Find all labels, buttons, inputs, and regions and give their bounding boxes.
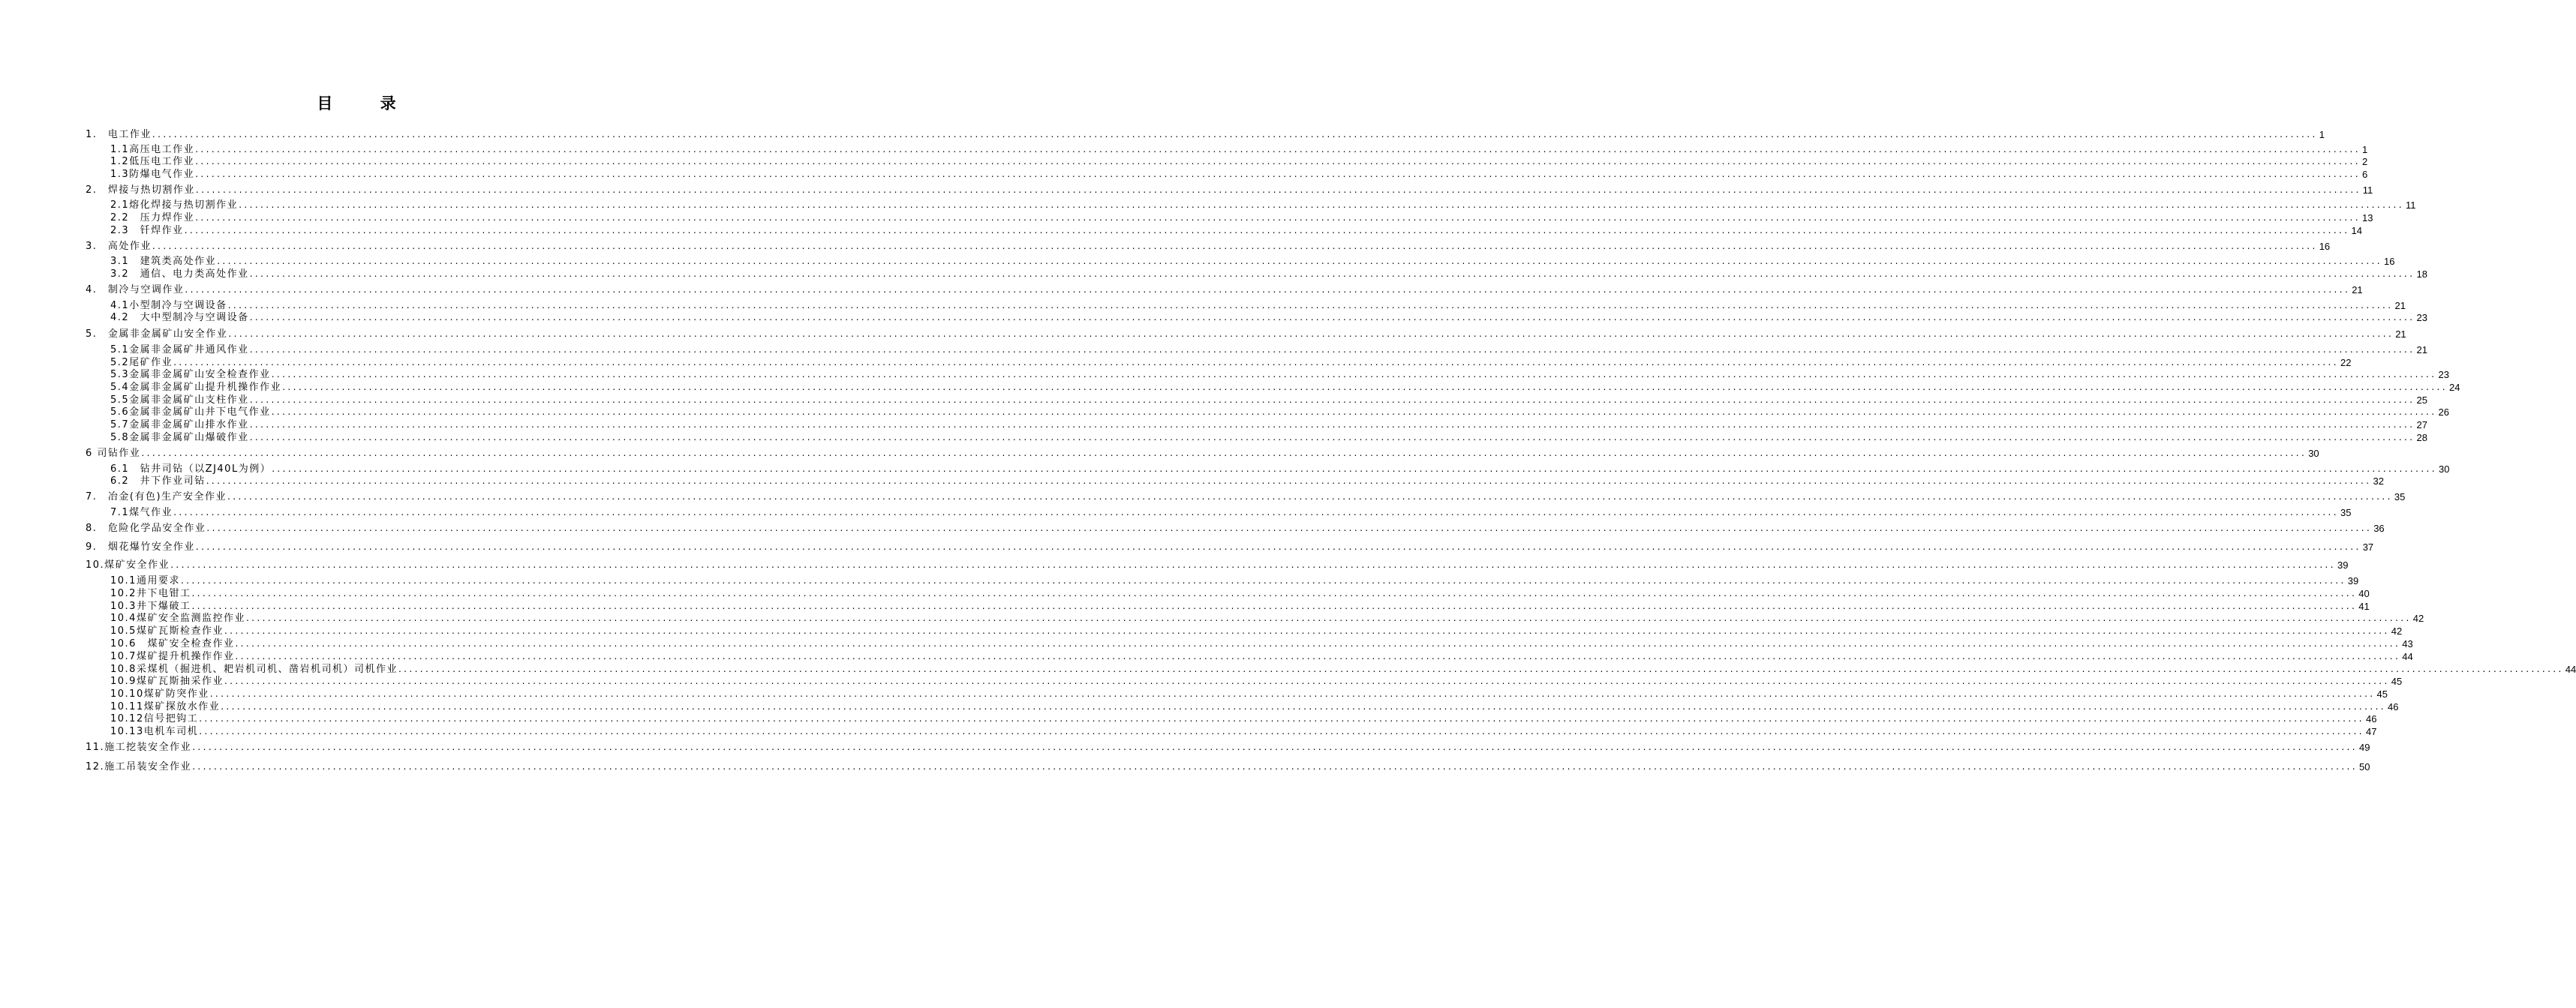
toc-dot-leader: ................................................................................................................................................................................................................................................................................................................................................................................................................	[170, 560, 2336, 570]
toc-page-number: 30	[2438, 464, 2450, 475]
toc-dot-leader: ................................................................................................................................................................................................................................................................................................................................................................................................................	[206, 476, 2372, 486]
toc-entry-label: 1.2低压电工作业	[110, 156, 195, 167]
toc-page-number: 24	[2448, 382, 2460, 393]
toc-dot-leader: ................................................................................................................................................................................................................................................................................................................................................................................................................	[195, 169, 2361, 179]
toc-dot-leader: ................................................................................................................................................................................................................................................................................................................................................................................................................	[272, 464, 2437, 474]
toc-dot-leader: ................................................................................................................................................................................................................................................................................................................................................................................................................	[173, 507, 2339, 518]
toc-entry[interactable]	[86, 490, 2406, 502]
toc-entry-label: 2. 焊接与热切割作业	[86, 184, 195, 196]
toc-page-number: 49	[2358, 742, 2370, 753]
toc-dot-leader: ................................................................................................................................................................................................................................................................................................................................................................................................................	[195, 542, 2361, 552]
toc-page-number: 21	[2416, 344, 2427, 356]
toc-page-number: 21	[2394, 300, 2406, 311]
toc-entry-label: 7.1煤气作业	[110, 507, 173, 518]
toc-entry-label: 10.4煤矿安全监测监控作业	[110, 613, 245, 624]
toc-page-number: 11	[2362, 184, 2373, 196]
toc-entry-label: 5.4金属非金属矿山提升机操作作业	[110, 382, 282, 393]
toc-entry-label: 4. 制冷与空调作业	[86, 284, 185, 296]
toc-page-number: 39	[2347, 575, 2359, 586]
toc-dot-leader: ................................................................................................................................................................................................................................................................................................................................................................................................................	[271, 406, 2437, 417]
toc-dot-leader: ................................................................................................................................................................................................................................................................................................................................................................................................................	[141, 448, 2307, 458]
toc-entry[interactable]	[110, 474, 2384, 487]
toc-dot-leader: ................................................................................................................................................................................................................................................................................................................................................................................................................	[239, 200, 2404, 210]
toc-entry[interactable]	[110, 224, 2362, 236]
toc-dot-leader: ................................................................................................................................................................................................................................................................................................................................................................................................................	[282, 382, 2448, 392]
toc-entry[interactable]	[86, 283, 2363, 296]
toc-entry[interactable]	[110, 650, 2413, 662]
toc-entry-label: 5.2尾矿作业	[110, 357, 173, 368]
toc-entry[interactable]	[86, 760, 2370, 772]
toc-entry-label: 5.5金属非金属矿山支柱作业	[110, 394, 249, 406]
toc-dot-leader: ................................................................................................................................................................................................................................................................................................................................................................................................................	[227, 300, 2394, 310]
toc-entry[interactable]	[110, 368, 2449, 380]
toc-dot-leader: ................................................................................................................................................................................................................................................................................................................................................................................................................	[228, 328, 2394, 339]
toc-entry-label: 6.1 钻井司钻（以ZJ40L为例）	[110, 464, 272, 475]
toc-entry-label: 6 司钻作业	[86, 448, 141, 459]
toc-entry[interactable]	[86, 446, 2319, 459]
toc-page-number: 13	[2361, 212, 2373, 224]
toc-entry-label: 3.2 通信、电力类高处作业	[110, 268, 249, 280]
toc-page-number: 27	[2416, 419, 2427, 430]
toc-entry-label: 10.12信号把钩工	[110, 713, 199, 724]
toc-dot-leader: ................................................................................................................................................................................................................................................................................................................................................................................................................	[249, 432, 2415, 442]
toc-entry[interactable]	[110, 624, 2403, 637]
toc-entry[interactable]	[110, 418, 2427, 430]
toc-dot-leader: ................................................................................................................................................................................................................................................................................................................................................................................................................	[191, 588, 2358, 598]
toc-dot-leader: ................................................................................................................................................................................................................................................................................................................................................................................................................	[191, 601, 2358, 611]
toc-entry-label: 10.8采煤机（掘进机、耙岩机司机、凿岩机司机）司机作业	[110, 664, 398, 675]
toc-entry[interactable]	[110, 310, 2427, 323]
toc-entry-label: 10.3井下爆破工	[110, 601, 191, 612]
toc-page-number: 40	[2358, 588, 2370, 599]
toc-entry[interactable]	[110, 700, 2399, 712]
toc-dot-leader: ................................................................................................................................................................................................................................................................................................................................................................................................................	[271, 369, 2437, 380]
toc-page-number: 46	[2388, 701, 2399, 712]
toc-page-number: 37	[2362, 542, 2374, 553]
toc-dot-leader: ................................................................................................................................................................................................................................................................................................................................................................................................................	[152, 129, 2318, 140]
toc-page-number: 36	[2373, 523, 2385, 534]
toc-dot-leader: ................................................................................................................................................................................................................................................................................................................................................................................................................	[249, 268, 2415, 279]
toc-entry[interactable]	[110, 211, 2373, 224]
toc-entry-label: 5.7金属非金属矿山排水作业	[110, 419, 249, 430]
toc-page-number: 16	[2319, 241, 2331, 252]
toc-page-number: 42	[2391, 626, 2403, 637]
toc-dot-leader: ................................................................................................................................................................................................................................................................................................................................................................................................................	[235, 638, 2401, 649]
toc-entry[interactable]	[110, 574, 2359, 586]
toc-page-number: 50	[2358, 761, 2370, 772]
toc-entry[interactable]	[86, 239, 2331, 252]
toc-page-number: 30	[2308, 448, 2319, 459]
toc-dot-leader: ................................................................................................................................................................................................................................................................................................................................................................................................................	[152, 241, 2318, 251]
toc-page-number: 16	[2383, 256, 2395, 267]
toc-dot-leader: ................................................................................................................................................................................................................................................................................................................................................................................................................	[235, 651, 2401, 662]
toc-page-number: 35	[2394, 491, 2406, 502]
toc-dot-leader: ................................................................................................................................................................................................................................................................................................................................................................................................................	[199, 713, 2364, 724]
toc-entry[interactable]	[86, 183, 2373, 196]
toc-entry[interactable]	[110, 712, 2377, 724]
toc-entry[interactable]	[110, 405, 2449, 418]
toc-dot-leader: ................................................................................................................................................................................................................................................................................................................................................................................................................	[249, 394, 2415, 405]
toc-entry-label: 5.8金属非金属矿山爆破作业	[110, 432, 249, 443]
toc-entry[interactable]	[110, 430, 2427, 443]
toc-page-number: 28	[2416, 432, 2427, 443]
toc-entry-label: 3.1 建筑类高处作业	[110, 256, 217, 267]
toc-entry-label: 1. 电工作业	[86, 129, 152, 140]
toc-dot-leader: ................................................................................................................................................................................................................................................................................................................................................................................................................	[199, 726, 2364, 736]
toc-dot-leader: ................................................................................................................................................................................................................................................................................................................................................................................................................	[195, 156, 2361, 166]
toc-entry[interactable]	[86, 540, 2374, 553]
toc-page-number: 43	[2402, 638, 2413, 650]
toc-dot-leader: ................................................................................................................................................................................................................................................................................................................................................................................................................	[227, 491, 2393, 502]
toc-dot-leader: ................................................................................................................................................................................................................................................................................................................................................................................................................	[195, 184, 2361, 195]
toc-page-number: 26	[2438, 406, 2449, 418]
toc-page-number: 47	[2366, 726, 2377, 737]
toc-page-number: 2	[2361, 156, 2368, 167]
toc-entry[interactable]	[110, 154, 2368, 167]
toc-dot-leader: ................................................................................................................................................................................................................................................................................................................................................................................................................	[249, 344, 2415, 355]
toc-entry-label: 12.施工吊装安全作业	[86, 761, 192, 772]
toc-page-number: 21	[2395, 328, 2406, 340]
toc-entry[interactable]	[86, 521, 2385, 534]
toc-page-number: 44	[2402, 651, 2413, 662]
toc-dot-leader: ................................................................................................................................................................................................................................................................................................................................................................................................................	[209, 688, 2376, 699]
toc-dot-leader: ................................................................................................................................................................................................................................................................................................................................................................................................................	[249, 312, 2415, 322]
toc-entry[interactable]	[110, 586, 2370, 599]
toc-page-number: 44	[2565, 664, 2576, 675]
toc-dot-leader: ................................................................................................................................................................................................................................................................................................................................................................................................................	[192, 742, 2358, 752]
toc-entry-label: 9. 烟花爆竹安全作业	[86, 542, 195, 553]
toc-entry-label: 8. 危险化学品安全作业	[86, 523, 206, 534]
toc-dot-leader: ................................................................................................................................................................................................................................................................................................................................................................................................................	[173, 357, 2339, 368]
toc-entry-label: 2.1熔化焊接与热切割作业	[110, 200, 239, 211]
toc-dot-leader: ................................................................................................................................................................................................................................................................................................................................................................................................................	[180, 575, 2346, 586]
toc-entry[interactable]	[110, 662, 2576, 675]
toc-dot-leader: ................................................................................................................................................................................................................................................................................................................................................................................................................	[245, 613, 2412, 623]
toc-entry-label: 11.施工挖装安全作业	[86, 742, 192, 753]
toc-entry[interactable]	[110, 254, 2395, 267]
toc-dot-leader: ................................................................................................................................................................................................................................................................................................................................................................................................................	[224, 626, 2390, 636]
toc-entry[interactable]	[110, 343, 2427, 356]
toc-page-number: 45	[2391, 676, 2403, 687]
toc-entry[interactable]	[110, 506, 2352, 518]
toc-dot-leader: ................................................................................................................................................................................................................................................................................................................................................................................................................	[184, 225, 2350, 236]
toc-entry-label: 1.3防爆电气作业	[110, 169, 195, 180]
toc-entry-label: 10.1通用要求	[110, 575, 180, 586]
toc-entry[interactable]	[110, 142, 2368, 155]
toc-dot-leader: ................................................................................................................................................................................................................................................................................................................................................................................................................	[221, 701, 2386, 712]
toc-dot-leader: ................................................................................................................................................................................................................................................................................................................................................................................................................	[185, 284, 2351, 295]
toc-entry[interactable]	[86, 740, 2370, 753]
toc-dot-leader: ................................................................................................................................................................................................................................................................................................................................................................................................................	[195, 212, 2361, 223]
toc-page-number: 1	[2361, 144, 2368, 155]
toc-dot-leader: ................................................................................................................................................................................................................................................................................................................................................................................................................	[206, 523, 2373, 533]
toc-entry[interactable]	[110, 198, 2416, 211]
toc-entry[interactable]	[110, 611, 2424, 624]
toc-entry[interactable]	[110, 298, 2406, 311]
toc-page-number: 35	[2340, 507, 2352, 518]
toc-page-number: 11	[2405, 200, 2416, 211]
toc-entry-label: 6.2 井下作业司钻	[110, 476, 206, 487]
toc-entry[interactable]	[110, 637, 2413, 650]
toc-entry-label: 5.3金属非金属矿山安全检查作业	[110, 369, 271, 380]
toc-entry[interactable]	[110, 687, 2388, 700]
toc-dot-leader: ................................................................................................................................................................................................................................................................................................................................................................................................................	[195, 144, 2361, 154]
toc-page-number: 46	[2366, 713, 2377, 724]
toc-entry-label: 10.5煤矿瓦斯检查作业	[110, 626, 224, 637]
toc-page-number: 23	[2416, 312, 2427, 323]
toc-dot-leader: ................................................................................................................................................................................................................................................................................................................................................................................................................	[398, 664, 2564, 674]
toc-entry[interactable]	[110, 393, 2427, 406]
toc-entry-label: 10.7煤矿提升机操作作业	[110, 651, 235, 662]
toc-page-number: 22	[2340, 357, 2352, 368]
toc-page-number: 1	[2319, 129, 2325, 140]
toc-entry-label: 5.6金属非金属矿山井下电气作业	[110, 406, 271, 418]
toc-entry[interactable]	[86, 327, 2406, 340]
toc-entry-label: 7. 冶金(有色)生产安全作业	[86, 491, 227, 502]
toc-entry[interactable]	[110, 724, 2377, 737]
toc-entry[interactable]	[110, 380, 2460, 393]
toc-page-number: 41	[2358, 601, 2370, 612]
page-title: 目 录	[317, 94, 417, 112]
toc-entry-label: 10.6 煤矿安全检查作业	[110, 638, 235, 650]
toc-page-number: 32	[2373, 476, 2384, 487]
toc-entry-label: 10.9煤矿瓦斯抽采作业	[110, 676, 224, 687]
toc-entry[interactable]	[110, 462, 2450, 475]
toc-entry-label: 5. 金属非金属矿山安全作业	[86, 328, 228, 340]
toc-entry-label: 10.10煤矿防突作业	[110, 688, 209, 700]
toc-page-number: 45	[2376, 688, 2388, 700]
toc-entry[interactable]	[110, 599, 2370, 612]
toc-page-number: 25	[2416, 394, 2427, 406]
toc-entry-label: 5.1金属非金属矿井通风作业	[110, 344, 249, 356]
toc-entry[interactable]	[86, 128, 2325, 140]
toc-page-number: 6	[2361, 169, 2368, 180]
toc-entry[interactable]	[110, 674, 2403, 687]
toc-entry-label: 1.1高压电工作业	[110, 144, 195, 155]
toc-entry-label: 10.2井下电钳工	[110, 588, 191, 599]
toc-page-number: 39	[2337, 560, 2349, 571]
toc-entry-label: 10.煤矿安全作业	[86, 560, 170, 571]
toc-dot-leader: ................................................................................................................................................................................................................................................................................................................................................................................................................	[224, 676, 2390, 686]
toc-entry[interactable]	[110, 267, 2427, 280]
toc-entry-label: 10.13电机车司机	[110, 726, 199, 737]
toc-dot-leader: ................................................................................................................................................................................................................................................................................................................................................................................................................	[217, 256, 2382, 266]
toc-entry-label: 10.11煤矿探放水作业	[110, 701, 221, 712]
toc-page-number: 42	[2412, 613, 2424, 624]
toc-dot-leader: ................................................................................................................................................................................................................................................................................................................................................................................................................	[249, 419, 2415, 430]
toc-entry-label: 4.1小型制冷与空调设备	[110, 300, 227, 311]
toc-entry[interactable]	[110, 356, 2352, 368]
toc-entry-label: 4.2 大中型制冷与空调设备	[110, 312, 249, 323]
toc-entry[interactable]	[86, 558, 2349, 571]
toc-entry-label: 2.3 钎焊作业	[110, 225, 184, 236]
toc-page-number: 18	[2416, 268, 2427, 280]
toc-page-number: 23	[2438, 369, 2449, 380]
toc-entry[interactable]	[110, 167, 2368, 180]
toc-dot-leader: ................................................................................................................................................................................................................................................................................................................................................................................................................	[192, 761, 2358, 772]
toc-page-number: 21	[2352, 284, 2363, 296]
toc-entry-label: 3. 高处作业	[86, 241, 152, 252]
toc-entry-label: 2.2 压力焊作业	[110, 212, 195, 224]
toc-page-number: 14	[2351, 225, 2362, 236]
